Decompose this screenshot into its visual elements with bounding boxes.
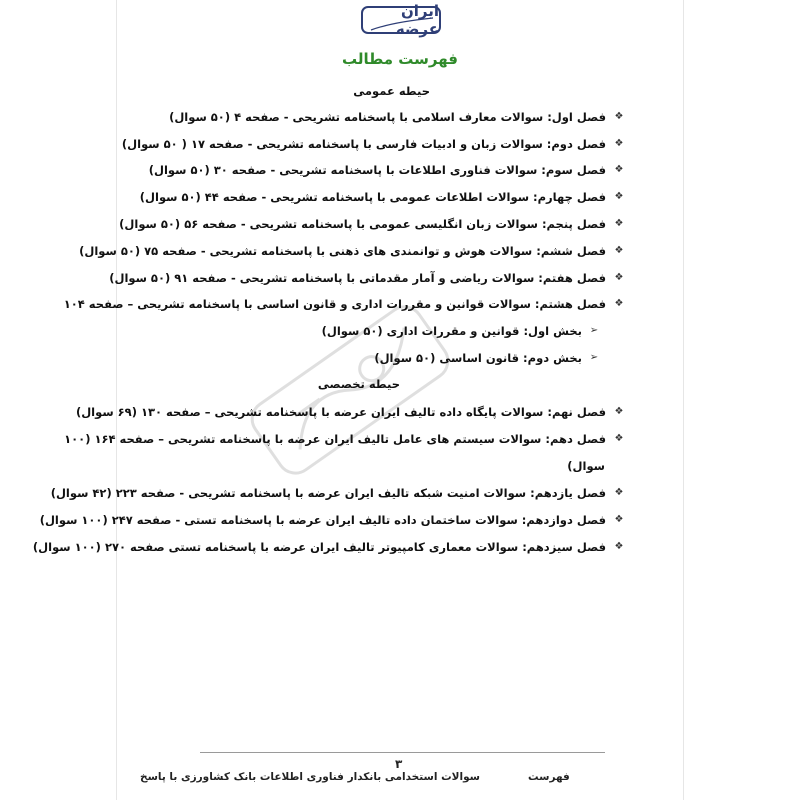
toc-entry-text: فصل دهم: سوالات سیستم های عامل تالیف ایران عرضه با پاسخنامه تشریحی – صفحه ۱۶۴ (۱۰۰	[64, 432, 606, 446]
toc-entry[interactable]	[119, 216, 626, 232]
arrow-bullet-icon: ➢	[589, 352, 599, 363]
page-title: فهرست مطالب	[342, 50, 458, 68]
toc-entry[interactable]	[169, 109, 626, 125]
toc-entry-text: فصل ششم: سوالات هوش و توانمندی های ذهنی با پاسخنامه تشریحی - صفحه ۷۵ (۵۰ سوال)	[79, 244, 606, 258]
toc-entry-text: فصل دوم: سوالات زبان و ادبیات فارسی با پاسخنامه تشریحی - صفحه ۱۷ ( ۵۰ سوال)	[121, 137, 606, 151]
diamond-bullet-icon: ❖	[614, 164, 624, 175]
toc-entry-text: فصل اول: سوالات معارف اسلامی با پاسخنامه تشریحی - صفحه ۴ (۵۰ سوال)	[169, 110, 606, 124]
toc-entry-text: فصل یازدهم: سوالات امنیت شبکه تالیف ایران عرضه با پاسخنامه تشریحی - صفحه ۲۲۳ (۴۲ سوال)	[50, 486, 606, 500]
toc-subentry-text: بخش اول: قوانین و مقررات اداری (۵۰ سوال)	[321, 324, 582, 338]
diamond-bullet-icon: ❖	[614, 191, 624, 202]
brand-logo	[361, 2, 441, 38]
page-number: ۳	[395, 757, 403, 771]
toc-subentry[interactable]	[374, 350, 600, 366]
toc-entry[interactable]	[40, 512, 626, 528]
diamond-bullet-icon: ❖	[614, 138, 624, 149]
diamond-bullet-icon: ❖	[614, 272, 624, 283]
footer-book-title: سوالات استخدامی بانکدار فناوری اطلاعات بانک کشاورزی با پاسخ	[140, 771, 480, 783]
toc-entry[interactable]	[51, 485, 626, 501]
toc-entry-text: فصل نهم: سوالات پایگاه داده تالیف ایران عرضه با پاسخنامه تشریحی – صفحه ۱۳۰ (۶۹ سوال)	[75, 405, 606, 419]
toc-entry-text: فصل سیزدهم: سوالات معماری کامپیوتر تالیف ایران عرضه با پاسخنامه تستی صفحه ۲۷۰ (۱۰۰ سوال)	[32, 540, 606, 554]
toc-entry-text: فصل چهارم: سوالات اطلاعات عمومی با پاسخنامه تشریحی - صفحه ۴۴ (۵۰ سوال)	[139, 190, 606, 204]
diamond-bullet-icon: ❖	[614, 298, 624, 309]
diamond-bullet-icon: ❖	[614, 514, 624, 525]
toc-entry-continuation: سوال)	[567, 459, 605, 473]
toc-entry[interactable]	[109, 270, 626, 286]
diamond-bullet-icon: ❖	[614, 245, 624, 256]
toc-entry[interactable]	[149, 162, 626, 178]
toc-entry-text: فصل هفتم: سوالات ریاضی و آمار مقدماتی با پاسخنامه تشریحی - صفحه ۹۱ (۵۰ سوال)	[109, 271, 606, 285]
toc-entry-text: فصل سوم: سوالات فناوری اطلاعات با پاسخنامه تشریحی - صفحه ۳۰ (۵۰ سوال)	[148, 163, 606, 177]
toc-entry[interactable]	[33, 539, 626, 555]
toc-entry[interactable]	[64, 296, 626, 312]
toc-entry-text: فصل هشتم: سوالات قوانین و مقررات اداری و قانون اساسی با پاسخنامه تشریحی – صفحه ۱۰۴	[63, 297, 606, 311]
section-heading-specialized: حیطه تخصصی	[317, 377, 400, 391]
toc-entry-text: فصل پنجم: سوالات زبان انگلیسی عمومی با پاسخنامه تشریحی - صفحه ۵۶ (۵۰ سوال)	[119, 217, 606, 231]
toc-entry-text: فصل دوازدهم: سوالات ساختمان داده تالیف ایران عرضه با پاسخنامه تستی - صفحه ۲۴۷ (۱۰۰ سوال)	[39, 513, 606, 527]
toc-entry[interactable]	[122, 136, 626, 152]
footer-divider	[200, 752, 605, 753]
diamond-bullet-icon: ❖	[614, 541, 624, 552]
toc-entry[interactable]	[140, 189, 626, 205]
footer-section-name: فهرست	[528, 771, 570, 783]
toc-subentry[interactable]	[322, 323, 600, 339]
logo-text: ایران عرضه	[395, 2, 439, 38]
diamond-bullet-icon: ❖	[614, 433, 624, 444]
arrow-bullet-icon: ➢	[589, 325, 599, 336]
diamond-bullet-icon: ❖	[614, 218, 624, 229]
diamond-bullet-icon: ❖	[614, 406, 624, 417]
toc-subentry-text: بخش دوم: قانون اساسی (۵۰ سوال)	[374, 351, 582, 365]
toc-entry[interactable]	[64, 431, 626, 447]
toc-entry[interactable]	[79, 243, 626, 259]
toc-entry[interactable]	[76, 404, 626, 420]
diamond-bullet-icon: ❖	[614, 111, 624, 122]
section-heading-general: حیطه عمومی	[353, 84, 430, 98]
diamond-bullet-icon: ❖	[614, 487, 624, 498]
